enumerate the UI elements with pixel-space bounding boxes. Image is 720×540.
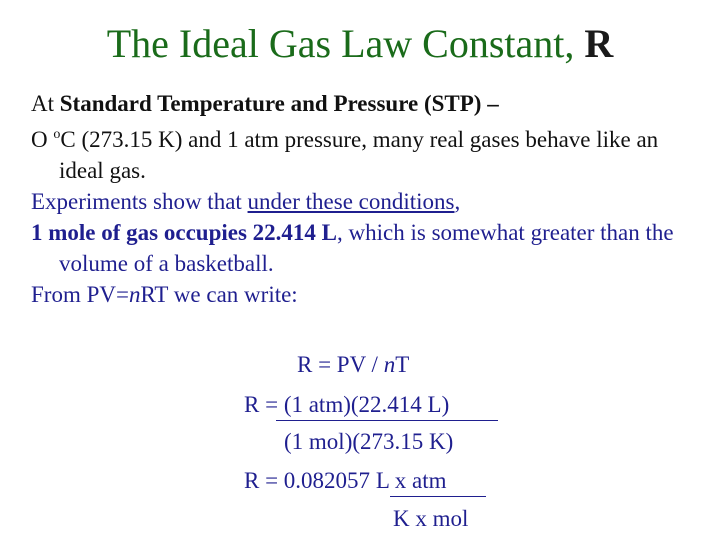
equation-r-value <box>244 465 447 496</box>
eq1-n: n <box>383 352 396 377</box>
eq2-denominator: (1 mol)(273.15 K) <box>284 429 454 454</box>
eq2-lhs: R = <box>244 392 284 417</box>
experiments-line <box>31 186 701 217</box>
equation-r-substitution <box>244 389 449 420</box>
slide-body <box>31 88 701 310</box>
experiments-text: Experiments show that <box>31 189 248 214</box>
eq2-numerator: (1 atm)(22.414 L) <box>283 392 450 417</box>
stp-prefix: At <box>31 91 60 116</box>
stp-heading: Standard Temperature and Pressure (STP) – <box>59 91 499 116</box>
slide-title <box>0 20 720 68</box>
eq1-right: T <box>395 352 410 377</box>
conditions-underlined: under these conditions <box>247 189 455 214</box>
eq3-lhs: R = 0.082057 <box>244 468 376 493</box>
degree-symbol: o <box>53 127 61 142</box>
ideal-gas-n: n <box>128 282 141 307</box>
stp-conditions-text: C (273.15 K) and 1 atm pressure, many real gases behave like an ideal gas. <box>59 127 659 183</box>
mole-volume-text: , which is somewhat greater than the volume of a basketball. <box>59 220 674 276</box>
ideal-gas-prefix: From PV= <box>31 282 129 307</box>
zero-degrees: O <box>31 127 54 152</box>
equation-r-definition <box>297 349 409 380</box>
experiments-suffix: , <box>454 189 461 214</box>
stp-conditions <box>31 119 701 186</box>
eq3-fraction-bar <box>390 496 486 497</box>
eq2-fraction-bar <box>276 420 498 421</box>
title-text: The Ideal Gas Law Constant, <box>106 21 575 66</box>
eq1-left: R = PV / <box>297 352 384 377</box>
eq3-denominator: K x mol <box>393 506 469 531</box>
stp-line <box>31 88 701 119</box>
ideal-gas-line <box>31 279 701 310</box>
eq3-numerator: L x atm <box>375 468 447 493</box>
mole-volume-bold: 1 mole of gas occupies 22.414 L <box>31 220 338 245</box>
ideal-gas-suffix: RT we can write: <box>140 282 298 307</box>
title-symbol: R <box>584 21 614 66</box>
mole-volume-line <box>31 217 701 279</box>
